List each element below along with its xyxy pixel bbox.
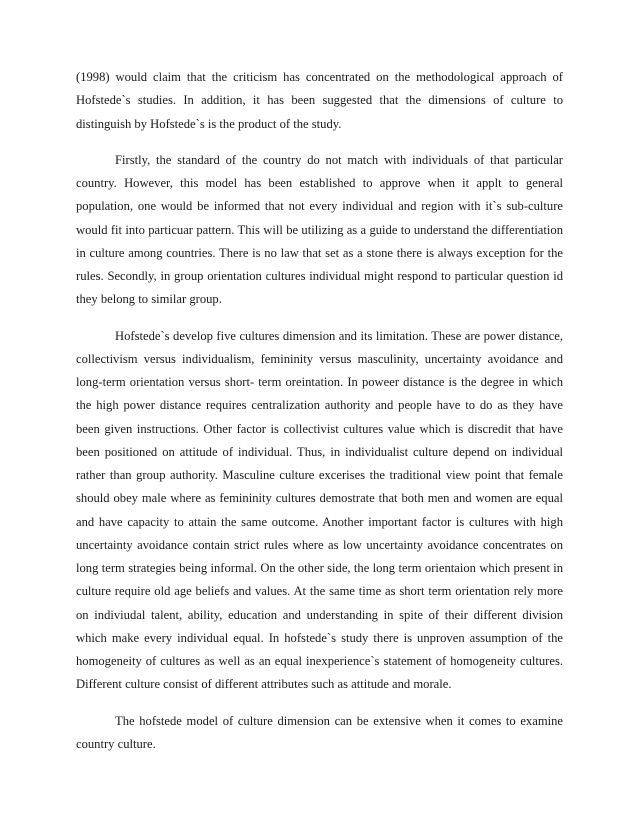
paragraph-1: (1998) would claim that the criticism has concentrated on the methodological approach of Hofstede`s studies. In addition, it has been suggested that the dimensions of culture to distinguish by Hofstede`s is the product of the study. xyxy=(76,70,563,131)
document-page xyxy=(76,66,563,756)
paragraph-3: Hofstede`s develop five cultures dimension and its limitation. These are power distance, collectivism versus individualism, femininity versus masculinity, uncertainty avoidance and long-term orientation versus short- term oreintation. In poweer distance is the degree in which the high power distance requires centralization authority and people have to do as they have been given instructions. Other factor is collectivist cultures value which is discredit that have been positioned on attitude of individual. Thus, in individualist culture depend on individual rather than group authority. Masculine culture excerises the traditional view point that female should obey male where as femininity cultures demostrate that both men and women are equal and have capacity to attain the same outcome. Another important factor is cultures with high uncertainty avoidance contain strict rules where as low uncertainty avoidance concentrates on long term strategies being informal. On the other side, the long term orientaion which present in culture require old age beliefs and values. At the same time as short term orientation rely more on indiviudal talent, ability, education and understanding in spite of their different division which make every individual equal. In hofstede`s study there is unproven assumption of the homogeneity of cultures as well as an equal inexperience`s statement of homogeneity cultures. Different culture consist of different attributes such as attitude and morale. xyxy=(76,328,563,692)
paragraph-2: Firstly, the standard of the country do not match with individuals of that particular country. However, this model has been established to approve when it applt to general population, one would be informed that not every individual and region with it`s sub-culture would fit into particuar pattern. This will be utilizing as a guide to understand the differentiation in culture among countries. There is no law that set as a stone there is always exception for the rules. Secondly, in group orientation cultures individual might respond to particular question id they belong to similar group. xyxy=(76,152,563,307)
paragraph-gap xyxy=(76,312,563,325)
paragraph-4: The hofstede model of culture dimension can be extensive when it comes to examine country culture. xyxy=(76,713,563,751)
paragraph-gap xyxy=(76,697,563,710)
paragraph-gap xyxy=(76,136,563,149)
